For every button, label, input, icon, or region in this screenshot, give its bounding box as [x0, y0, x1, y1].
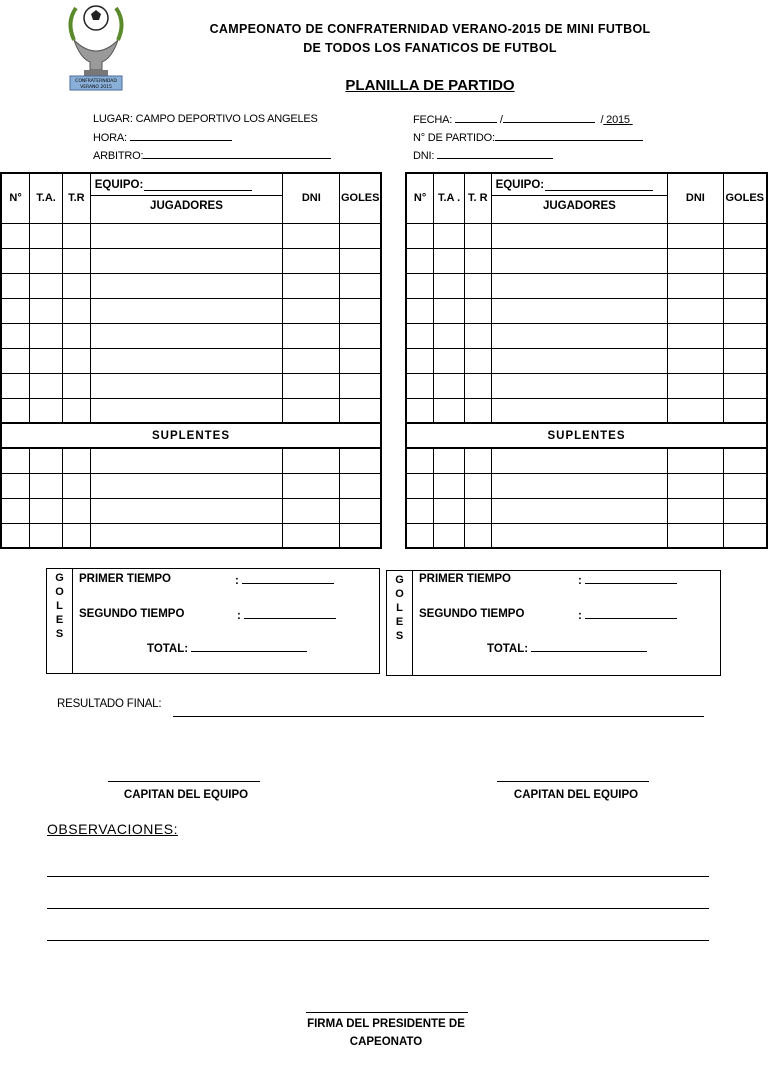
team-table-left: [0, 172, 382, 549]
player-row[interactable]: [406, 323, 767, 348]
primer-tiempo-label: PRIMER TIEMPO: [79, 573, 172, 585]
total-field[interactable]: TOTAL:: [487, 641, 647, 655]
suplentes-header: SUPLENTES: [1, 423, 381, 448]
resultado-final-line[interactable]: [173, 716, 704, 717]
player-row[interactable]: [1, 348, 381, 373]
lugar-field: LUGAR: CAMPO DEPORTIVO LOS ANGELES: [93, 113, 318, 125]
col-goles: GOLES: [723, 173, 767, 223]
primer-tiempo-label: PRIMER TIEMPO: [419, 573, 512, 585]
segundo-tiempo-label: SEGUNDO TIEMPO: [79, 608, 185, 620]
observaciones-line[interactable]: [47, 876, 709, 877]
goals-box-right: [386, 570, 721, 676]
player-row[interactable]: [406, 398, 767, 423]
firma-presidente-line2: CAPEONATO: [349, 1036, 423, 1048]
player-row[interactable]: [406, 223, 767, 248]
player-row[interactable]: [406, 248, 767, 273]
jugadores-label: JUGADORES: [150, 200, 223, 212]
col-dni: DNI: [283, 173, 340, 223]
player-row[interactable]: [1, 223, 381, 248]
fecha-field[interactable]: FECHA: / / 2015: [413, 114, 630, 126]
title-line-1: CAMPEONATO DE CONFRATERNIDAD VERANO-2015 DE MINI FUTBOL: [209, 22, 651, 36]
title-line-2: DE TODOS LOS FANATICOS DE FUTBOL: [303, 41, 557, 55]
player-row[interactable]: [1, 323, 381, 348]
player-row[interactable]: [1, 398, 381, 423]
segundo-tiempo-field[interactable]: :: [237, 608, 336, 622]
player-row[interactable]: [406, 348, 767, 373]
goles-vertical-label: G O L E S: [387, 571, 413, 675]
equipo-cell[interactable]: EQUIPO: JUGADORES: [90, 173, 282, 223]
arbitro-field[interactable]: ARBITRO:: [93, 149, 331, 162]
observaciones-line[interactable]: [47, 908, 709, 909]
capitan-label-left: CAPITAN DEL EQUIPO: [123, 789, 249, 801]
capitan-label-right: CAPITAN DEL EQUIPO: [513, 789, 639, 801]
goles-vertical-label: G O L E S: [47, 569, 73, 673]
player-row[interactable]: [1, 273, 381, 298]
col-dni: DNI: [668, 173, 723, 223]
svg-text:CONFRATERNIDAD: CONFRATERNIDAD: [75, 79, 117, 84]
primer-tiempo-field[interactable]: :: [578, 573, 677, 587]
firma-presidente-line1: FIRMA DEL PRESIDENTE DE: [307, 1018, 465, 1030]
partido-field[interactable]: N° DE PARTIDO:: [413, 131, 643, 144]
player-row[interactable]: [1, 298, 381, 323]
observaciones-line[interactable]: [47, 940, 709, 941]
form-title: PLANILLA DE PARTIDO: [345, 77, 515, 94]
col-ta: T.A .: [434, 173, 465, 223]
team-table-right: [405, 172, 768, 549]
player-row[interactable]: [406, 373, 767, 398]
goals-box-left: [46, 568, 380, 674]
player-row[interactable]: [406, 273, 767, 298]
capitan-signature-line-right[interactable]: [497, 781, 649, 782]
col-no: N°: [406, 173, 434, 223]
observaciones-label: OBSERVACIONES:: [47, 821, 178, 837]
col-tr: T.R: [62, 173, 90, 223]
hora-field[interactable]: HORA:: [93, 131, 232, 144]
col-no: N°: [1, 173, 30, 223]
segundo-tiempo-field[interactable]: :: [578, 608, 677, 622]
player-row[interactable]: [1, 373, 381, 398]
player-row[interactable]: [1, 248, 381, 273]
svg-text:VERANO 2015: VERANO 2015: [80, 85, 112, 90]
col-goles: GOLES: [340, 173, 381, 223]
trophy-logo: [62, 0, 130, 92]
jugadores-label: JUGADORES: [542, 200, 616, 212]
capitan-signature-line-left[interactable]: [108, 781, 260, 782]
sub-row[interactable]: [1, 498, 381, 523]
sub-row[interactable]: [406, 498, 767, 523]
equipo-cell[interactable]: EQUIPO: JUGADORES: [491, 173, 668, 223]
dni-field[interactable]: DNI:: [413, 149, 553, 162]
player-row[interactable]: [406, 298, 767, 323]
primer-tiempo-field[interactable]: :: [235, 573, 334, 587]
sub-row[interactable]: [1, 473, 381, 498]
presidente-signature-line[interactable]: [306, 1012, 468, 1013]
sub-row[interactable]: [1, 448, 381, 473]
total-field[interactable]: TOTAL:: [147, 641, 307, 655]
resultado-final-label: RESULTADO FINAL:: [57, 698, 162, 710]
col-tr: T. R: [464, 173, 491, 223]
segundo-tiempo-label: SEGUNDO TIEMPO: [419, 608, 525, 620]
sub-row[interactable]: [406, 448, 767, 473]
suplentes-header: SUPLENTES: [406, 423, 767, 448]
col-ta: T.A.: [30, 173, 63, 223]
sub-row[interactable]: [406, 523, 767, 548]
sub-row[interactable]: [406, 473, 767, 498]
sub-row[interactable]: [1, 523, 381, 548]
